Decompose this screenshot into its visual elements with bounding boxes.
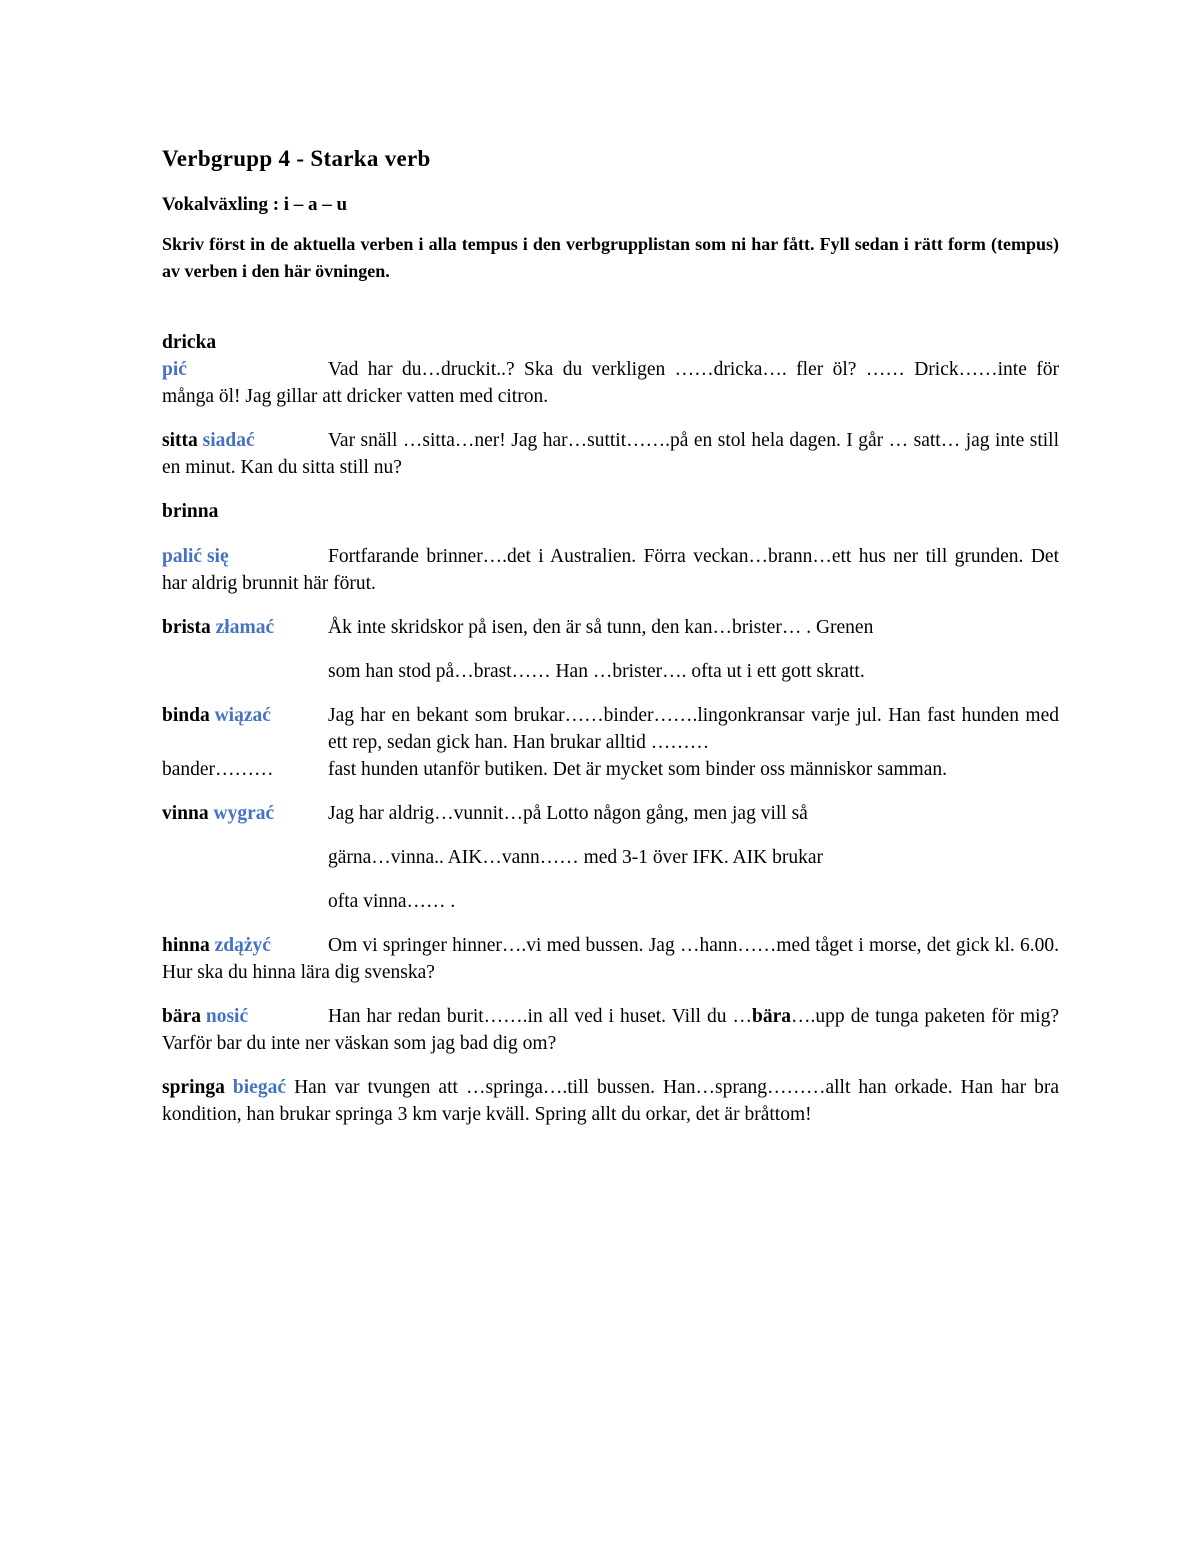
entry-binda: [162, 702, 1059, 783]
exercise-brista-line1: Åk inte skridskor på isen, den är så tunn, den kan…brister… . Grenen: [328, 617, 874, 638]
polish-zlamac: złamać: [215, 617, 275, 638]
entry-brista: [162, 614, 1059, 685]
polish-biegac: biegać: [232, 1077, 286, 1098]
exercise-brinna: Fortfarande brinner….det i Australien. Förra veckan…brann…ett hus ner till grunden. Det har aldrig brunnit här förut.: [162, 546, 1059, 594]
exercise-bara-bold: bära: [752, 1006, 792, 1027]
polish-palic-sie: palić się: [162, 546, 229, 567]
polish-siadac: siadać: [202, 430, 255, 451]
entry-sitta: [162, 427, 1059, 481]
entry-bara: [162, 1003, 1059, 1057]
exercise-vinna-line3: ofta vinna…… .: [328, 891, 456, 912]
vowel-subtitle: Vokalväxling : i – a – u: [162, 194, 348, 215]
verb-heading-brinna: brinna: [162, 501, 219, 522]
document-page: [162, 146, 1059, 1128]
verb-bara: bära: [162, 1006, 201, 1027]
verb-brista: brista: [162, 617, 211, 638]
polish-wiazac: wiązać: [214, 705, 271, 726]
entry-hinna: [162, 932, 1059, 986]
exercise-brista-line2: som han stod på…brast…… Han …brister…. ofta ut i ett gott skratt.: [328, 661, 865, 682]
polish-zdazyc: zdążyć: [214, 935, 271, 956]
exercise-vinna-line1: Jag har aldrig…vunnit…på Lotto någon gång, men jag vill så: [328, 803, 808, 824]
entry-brinna: [162, 498, 1059, 597]
verb-springa: springa: [162, 1077, 225, 1098]
exercise-vinna-line2: gärna…vinna.. AIK…vann…… med 3-1 över IFK. AIK brukar: [328, 847, 823, 868]
verb-vinna: vinna: [162, 803, 209, 824]
verb-hinna: hinna: [162, 935, 210, 956]
verb-binda: binda: [162, 705, 210, 726]
exercise-bara-a: Han har redan burit…….in all ved i huset. Vill du …: [328, 1006, 753, 1027]
verb-heading-dricka: dricka: [162, 332, 217, 353]
exercise-binda-line2: fast hunden utanför butiken. Det är mycket som binder oss människor samman.: [328, 759, 947, 780]
entry-springa: [162, 1074, 1059, 1128]
exercise-sitta: Var snäll …sitta…ner! Jag har…suttit…….på en stol hela dagen. I går … satt… jag inte still en minut. Kan du sitta still nu?: [162, 430, 1059, 478]
exercise-hinna: Om vi springer hinner….vi med bussen. Jag …hann……med tåget i morse, det gick kl. 6.00. Hur ska du hinna lära dig svenska?: [162, 935, 1059, 983]
page-title: Verbgrupp 4 - Starka verb: [162, 146, 431, 171]
polish-pic: pić: [162, 359, 187, 380]
exercise-dricka: Vad har du…druckit..? Ska du verkligen ……dricka…. fler öl? …… Drick……inte för många öl! Jag gillar att dricker vatten med citron.: [162, 359, 1059, 407]
exercise-binda-line1: Jag har en bekant som brukar……binder…….lingonkransar varje jul. Han fast hunden med ett rep, sedan gick han. Han brukar alltid ………: [328, 705, 1059, 753]
verb-sitta: sitta: [162, 430, 198, 451]
polish-nosic: nosić: [205, 1006, 249, 1027]
polish-wygrac: wygrać: [213, 803, 275, 824]
entry-vinna: [162, 800, 1059, 915]
instruction: Skriv först in de aktuella verben i alla tempus i den verbgrupplistan som ni har fått. Fyll sedan i rätt form (tempus) av verben i den här övningen.: [162, 234, 1059, 281]
exercise-springa: Han var tvungen att …springa….till bussen. Han…sprang………allt han orkade. Han har bra kondition, han brukar springa 3 km varje kväll. Spring allt du orkar, det är bråttom!: [162, 1077, 1060, 1125]
exercise-bara-b: ….upp de tunga paketen för mig? Varför bar du inte ner väskan som jag bad dig om?: [162, 1006, 1059, 1054]
exercise-binda-bander: bander………: [162, 759, 274, 780]
entry-dricka: [162, 329, 1059, 410]
